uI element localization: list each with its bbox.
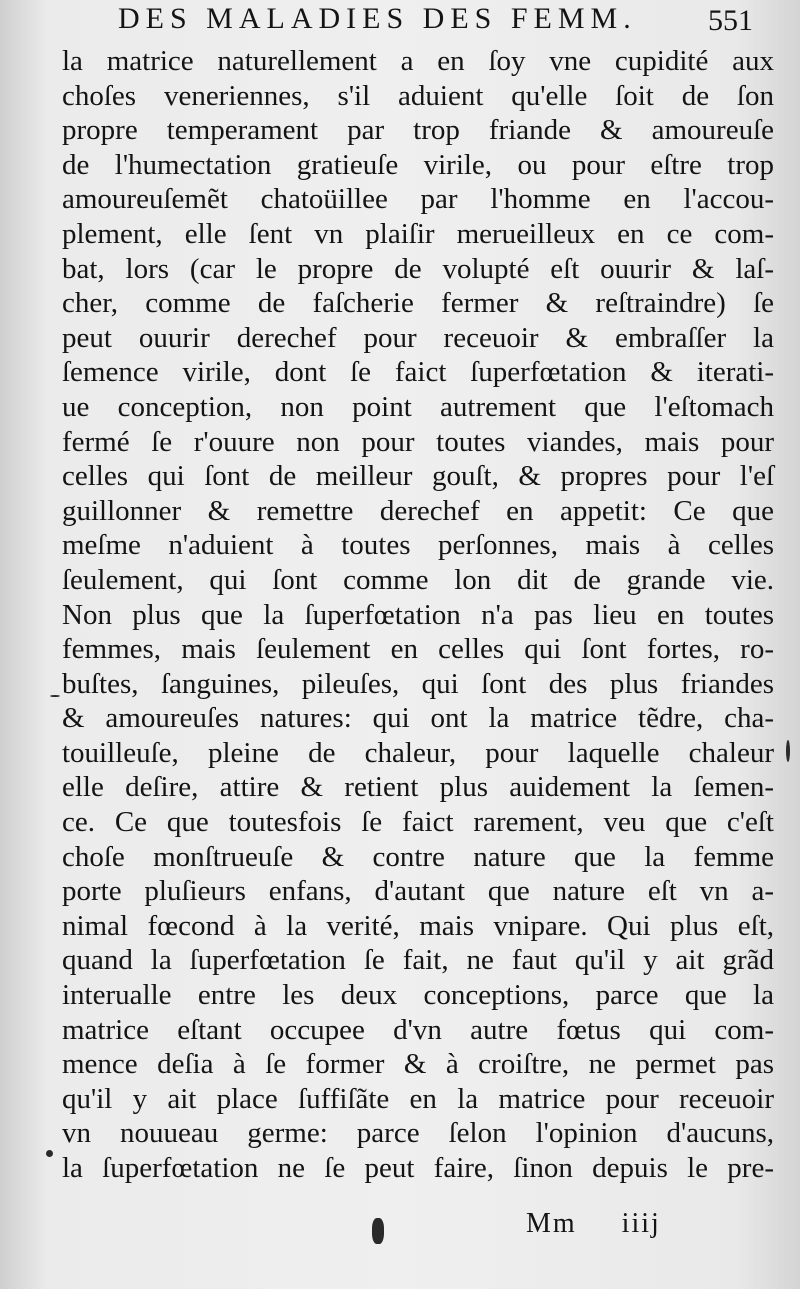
text-line-20: & amoureuſes natures: qui ont la matrice tẽdre, cha-	[62, 702, 774, 735]
signature-mark: Mm iiij	[526, 1208, 661, 1239]
text-line-5: amoureuſemẽt chatoüillee par l'homme en l'accou-	[62, 183, 774, 216]
text-line-21: touilleuſe, pleine de chaleur, pour laquelle chaleur	[62, 736, 774, 769]
text-line-31: qu'il y ait place ſuffiſãte en la matrice pour receuoir	[62, 1082, 774, 1115]
text-line-8: cher, comme de faſcherie fermer & reſtraindre) ſe	[62, 287, 774, 320]
text-line-3: propre temperament par trop friande & amoureuſe	[62, 114, 774, 147]
text-line-13: celles qui ſont de meilleur gouſt, & propres pour l'eſ	[62, 460, 774, 493]
body-text	[62, 44, 774, 1186]
text-line-24: choſe monſtrueuſe & contre nature que la femme	[62, 840, 774, 873]
text-line-4: de l'humectation gratieuſe virile, ou pour eſtre trop	[62, 148, 774, 181]
text-line-1: la matrice naturellement a en ſoy vne cupidité aux	[62, 45, 774, 77]
text-line-19: buſtes, ſanguines, pileuſes, qui ſont des plus friandes	[62, 667, 774, 700]
text-line-27: quand la ſuperfœtation ſe fait, ne faut qu'il y ait grãd	[62, 944, 774, 977]
page-number: 551	[708, 4, 753, 37]
text-line-28: interualle entre les deux conceptions, parce que la	[62, 979, 774, 1012]
text-line-32: vn nouueau germe: parce ſelon l'opinion d'aucuns,	[62, 1117, 774, 1150]
text-line-18: femmes, mais ſeulement en celles qui ſont fortes, ro-	[62, 633, 774, 666]
running-head: DES MALADIES DES FEMM.	[118, 2, 637, 35]
text-line-33: la ſuperfœtation ne ſe peut faire, ſinon depuis le pre-	[62, 1152, 774, 1184]
ink-smudge	[372, 1218, 384, 1244]
text-line-12: fermé ſe r'ouure non pour toutes viandes, mais pour	[62, 425, 774, 458]
text-line-10: ſemence virile, dont ſe faict ſuperfœtation & iterati-	[62, 356, 774, 389]
text-line-29: matrice eſtant occupee d'vn autre fœtus qui com-	[62, 1013, 774, 1046]
text-line-25: porte pluſieurs enfans, d'autant que nature eſt vn a-	[62, 875, 774, 908]
text-line-2: choſes veneriennes, s'il aduient qu'elle ſoit de ſon	[62, 79, 774, 112]
text-line-17: Non plus que la ſuperfœtation n'a pas lieu en toutes	[62, 598, 774, 631]
ink-spot	[46, 1150, 53, 1157]
text-line-9: peut ouurir derechef pour receuoir & embraſſer la	[62, 321, 774, 354]
ink-spot	[786, 740, 790, 762]
text-line-23: ce. Ce que toutesfois ſe faict rarement, veu que c'eſt	[62, 806, 774, 839]
text-line-16: ſeulement, qui ſont comme lon dit de grande vie.	[62, 563, 774, 596]
text-line-11: ue conception, non point autrement que l'eſtomach	[62, 390, 774, 423]
text-line-30: mence deſia à ſe former & à croiſtre, ne permet pas	[62, 1048, 774, 1081]
text-line-14: guillonner & remettre derechef en appetit: Ce que	[62, 494, 774, 527]
text-line-7: bat, lors (car le propre de volupté eſt ouurir & laſ-	[62, 252, 774, 285]
text-line-15: meſme n'aduient à toutes perſonnes, mais à celles	[62, 529, 774, 562]
text-line-6: plement, elle ſent vn plaiſir merueilleux en ce com-	[62, 217, 774, 250]
ink-spot	[50, 695, 60, 697]
text-line-22: elle deſire, attire & retient plus auidement la ſemen-	[62, 771, 774, 804]
text-line-26: nimal fœcond à la verité, mais vnipare. Qui plus eſt,	[62, 909, 774, 942]
